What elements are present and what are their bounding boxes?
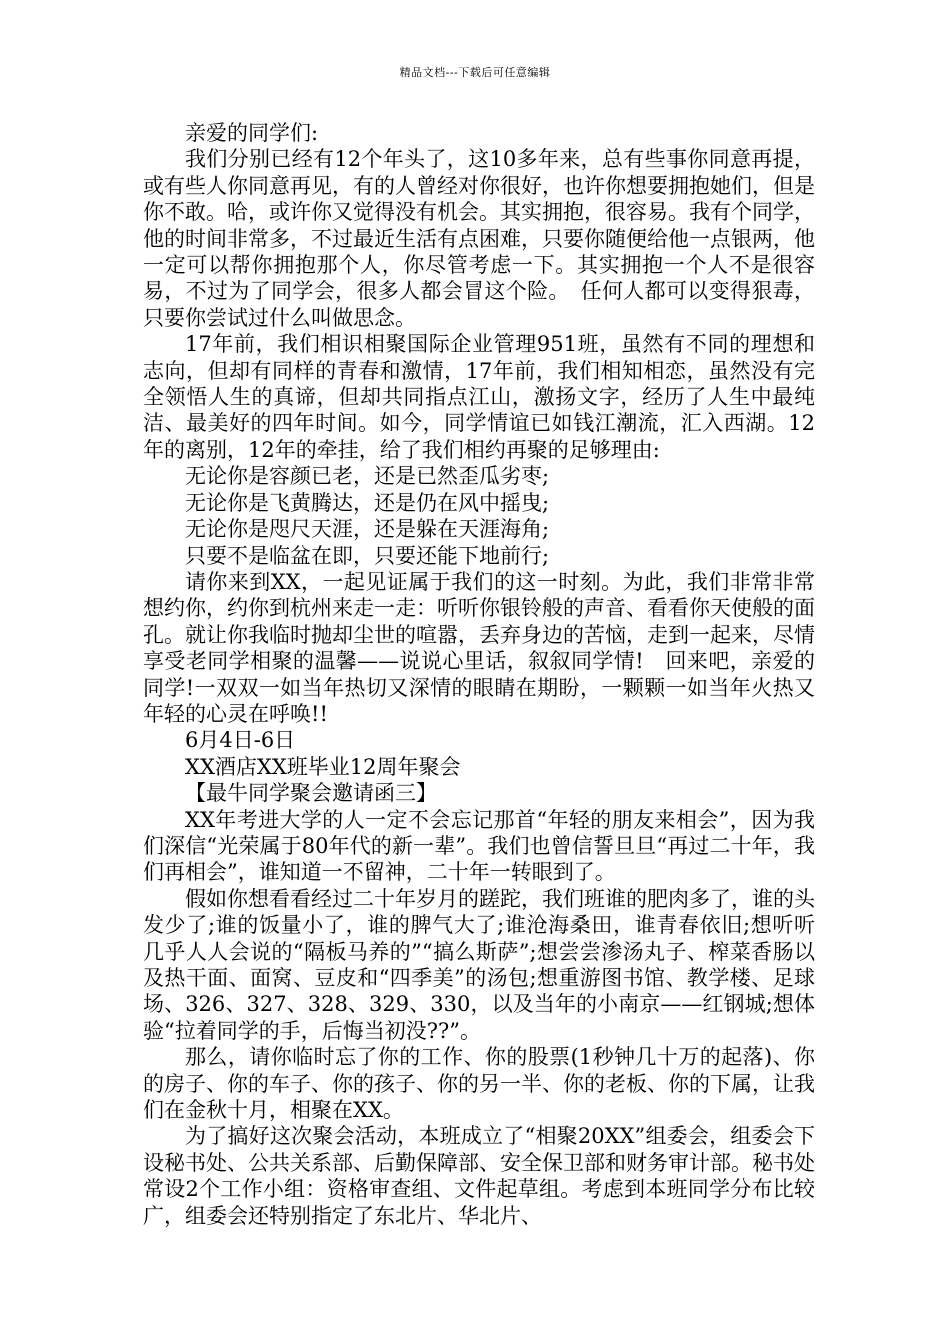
paragraph: 假如你想看看经过二十年岁月的蹉跎，我们班谁的肥肉多了，谁的头发少了;谁的饭量小了，谁的脾气大了;谁沧海桑田，谁青春依旧;想听听几乎人人会说的“隔板马养的”“搞么斯萨”;想尝尝渗汤丸子、榨菜香肠以及热干面、面窝、豆皮和“四季美”的汤包;想重游图书馆、教学楼、足球场、326、327、328、329、330，以及当年的小南京——红钢城;想体验“拉着同学的手，后悔当初没??”。 — [143, 886, 815, 1043]
paragraph: XX年考进大学的人一定不会忘记那首“年轻的朋友来相会”，因为我们深信“光荣属于80年代的新一辈”。我们也曾信誓旦旦“再过二十年，我们再相会”，谁知道一不留神，二十年一转眼到了。 — [143, 807, 815, 885]
paragraph: 我们分别已经有12个年头了，这10多年来，总有些事你同意再提，或有些人你同意再见，有的人曾经对你很好，也许你想要拥抱她们，但是你不敢。哈，或许你又觉得没有机会。其实拥抱，很容易。我有个同学，他的时间非常多，不过最近生活有点困难，只要你随便给他一点银两，他一定可以帮你拥抱那个人，你尽管考虑一下。其实拥抱一个人不是很容易，不过为了同学会，很多人都会冒这个险。 任何人都可以变得狠毒，只要你尝试过什么叫做思念。 — [143, 147, 815, 330]
verse-line: 无论你是容颜已老，还是已然歪瓜劣枣; — [185, 464, 550, 489]
verse-line: 无论你是咫尺天涯，还是躲在天涯海角; — [185, 517, 550, 542]
page-header: 精品文档---下载后可任意编辑 — [399, 66, 551, 79]
paragraph: 那么，请你临时忘了你的工作、你的股票(1秒钟几十万的起落)、你的房子、你的车子、你的孩子、你的另一半、你的老板、你的下属，让我们在金秋十月，相聚在XX。 — [143, 1045, 815, 1123]
paragraph: 为了搞好这次聚会活动，本班成立了“相聚20XX”组委会，组委会下设秘书处、公共关系部、后勤保障部、安全保卫部和财务审计部。秘书处常设2个工作小组：资格审查组、文件起草组。考虑到本班同学分布比较广，组委会还特别指定了东北片、华北片、 — [143, 1124, 815, 1228]
document-body — [143, 120, 815, 1229]
verse-line: 只要不是临盆在即，只要还能下地前行; — [185, 543, 550, 568]
section-heading: 【最牛同学聚会邀请函三】 — [185, 781, 437, 806]
event-date: 6月4日-6日 — [185, 728, 296, 753]
event-title: XX酒店XX班毕业12周年聚会 — [185, 754, 461, 779]
verse-line: 无论你是飞黄腾达，还是仍在风中摇曳; — [185, 490, 550, 515]
paragraph: 请你来到XX，一起见证属于我们的这一时刻。为此，我们非常非常想约你，约你到杭州来走一走：听听你银铃般的声音、看看你天使般的面孔。就让你我临时抛却尘世的喧嚣，丢弃身边的苦恼，走到一起来，尽情享受老同学相聚的温馨——说说心里话，叙叙同学情! 回来吧，亲爱的同学!一双双一如当年热切又深情的眼睛在期盼，一颗颗一如当年火热又年轻的心灵在呼唤!! — [143, 569, 815, 726]
paragraph: 17年前，我们相识相聚国际企业管理951班，虽然有不同的理想和志向，但却有同样的青春和激情，17年前，我们相知相恋，虽然没有完全领悟人生的真谛，但却共同指点江山，激扬文字，经历了人生中最纯洁、最美好的四年时间。如今，同学情谊已如钱江潮流，汇入西湖。12年的离别，12年的牵挂，给了我们相约再聚的足够理由: — [143, 332, 815, 462]
salutation: 亲爱的同学们: — [185, 121, 319, 145]
